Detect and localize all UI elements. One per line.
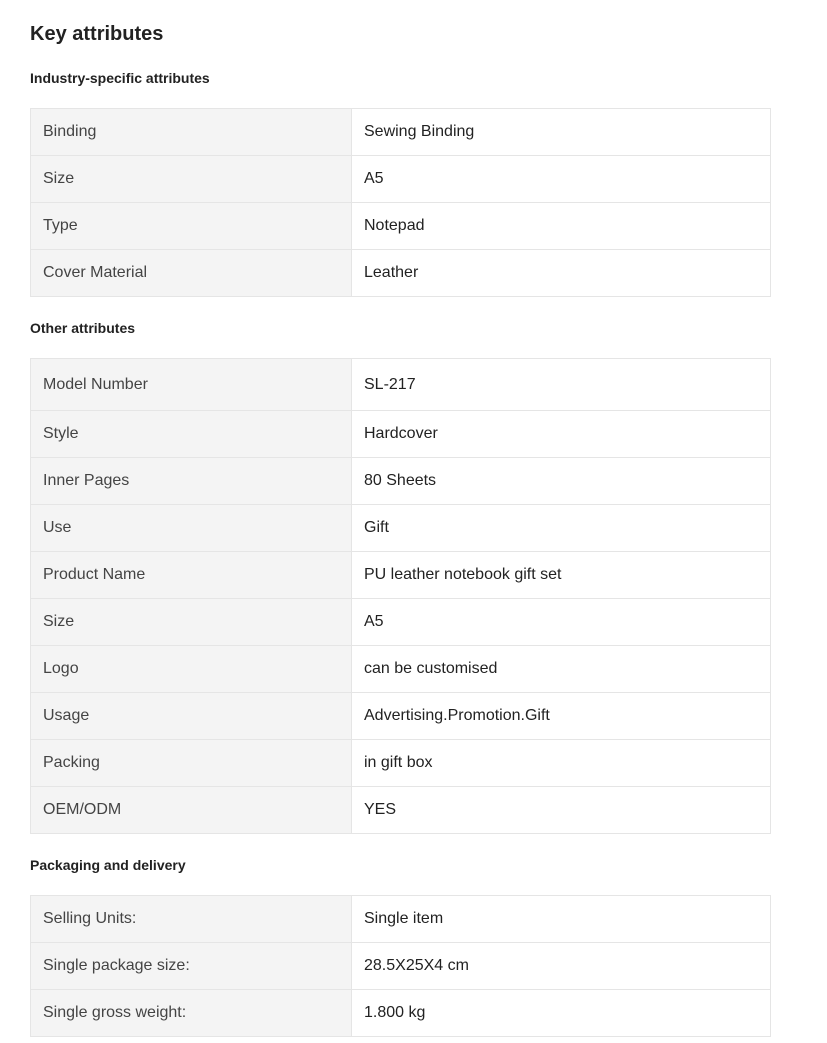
attr-value: Leather: [352, 250, 771, 297]
table-row: [31, 505, 771, 552]
table-row: [31, 203, 771, 250]
table-row: [31, 990, 771, 1037]
attr-key: Binding: [31, 109, 352, 156]
table-row: [31, 646, 771, 693]
attr-value: Sewing Binding: [352, 109, 771, 156]
attr-key: Single package size:: [31, 943, 352, 990]
table-row: [31, 411, 771, 458]
attr-value: SL-217: [352, 359, 771, 411]
table-row: [31, 250, 771, 297]
section-title-packaging: Packaging and delivery: [30, 857, 186, 873]
industry-attributes-table: [30, 108, 771, 297]
table-row: [31, 943, 771, 990]
attr-key: Model Number: [31, 359, 352, 411]
attr-value: PU leather notebook gift set: [352, 552, 771, 599]
table-row: [31, 693, 771, 740]
attr-key: Type: [31, 203, 352, 250]
attr-key: Cover Material: [31, 250, 352, 297]
table-row: [31, 787, 771, 834]
attr-value: Single item: [352, 896, 771, 943]
attr-key: Logo: [31, 646, 352, 693]
attr-value: Hardcover: [352, 411, 771, 458]
attr-value: 80 Sheets: [352, 458, 771, 505]
table-row: [31, 359, 771, 411]
table-row: [31, 109, 771, 156]
page-title: Key attributes: [30, 23, 164, 45]
attr-value: A5: [352, 156, 771, 203]
attr-value: 28.5X25X4 cm: [352, 943, 771, 990]
attr-key: Single gross weight:: [31, 990, 352, 1037]
attr-key: Packing: [31, 740, 352, 787]
attr-value: Notepad: [352, 203, 771, 250]
attr-value: can be customised: [352, 646, 771, 693]
attr-key: Size: [31, 599, 352, 646]
attr-value: Gift: [352, 505, 771, 552]
table-row: [31, 458, 771, 505]
section-title-other: Other attributes: [30, 320, 136, 336]
attr-key: OEM/ODM: [31, 787, 352, 834]
attr-key: Inner Pages: [31, 458, 352, 505]
attr-value: Advertising.Promotion.Gift: [352, 693, 771, 740]
table-row: [31, 552, 771, 599]
attr-key: Usage: [31, 693, 352, 740]
section-title-industry: Industry-specific attributes: [30, 70, 210, 86]
attr-value: 1.800 kg: [352, 990, 771, 1037]
attr-value: YES: [352, 787, 771, 834]
table-row: [31, 740, 771, 787]
table-row: [31, 599, 771, 646]
attr-key: Size: [31, 156, 352, 203]
other-attributes-table: [30, 358, 771, 834]
attr-value: A5: [352, 599, 771, 646]
attr-key: Style: [31, 411, 352, 458]
attr-value: in gift box: [352, 740, 771, 787]
table-row: [31, 896, 771, 943]
attr-key: Selling Units:: [31, 896, 352, 943]
attr-key: Product Name: [31, 552, 352, 599]
packaging-delivery-table: [30, 895, 771, 1037]
table-row: [31, 156, 771, 203]
attr-key: Use: [31, 505, 352, 552]
